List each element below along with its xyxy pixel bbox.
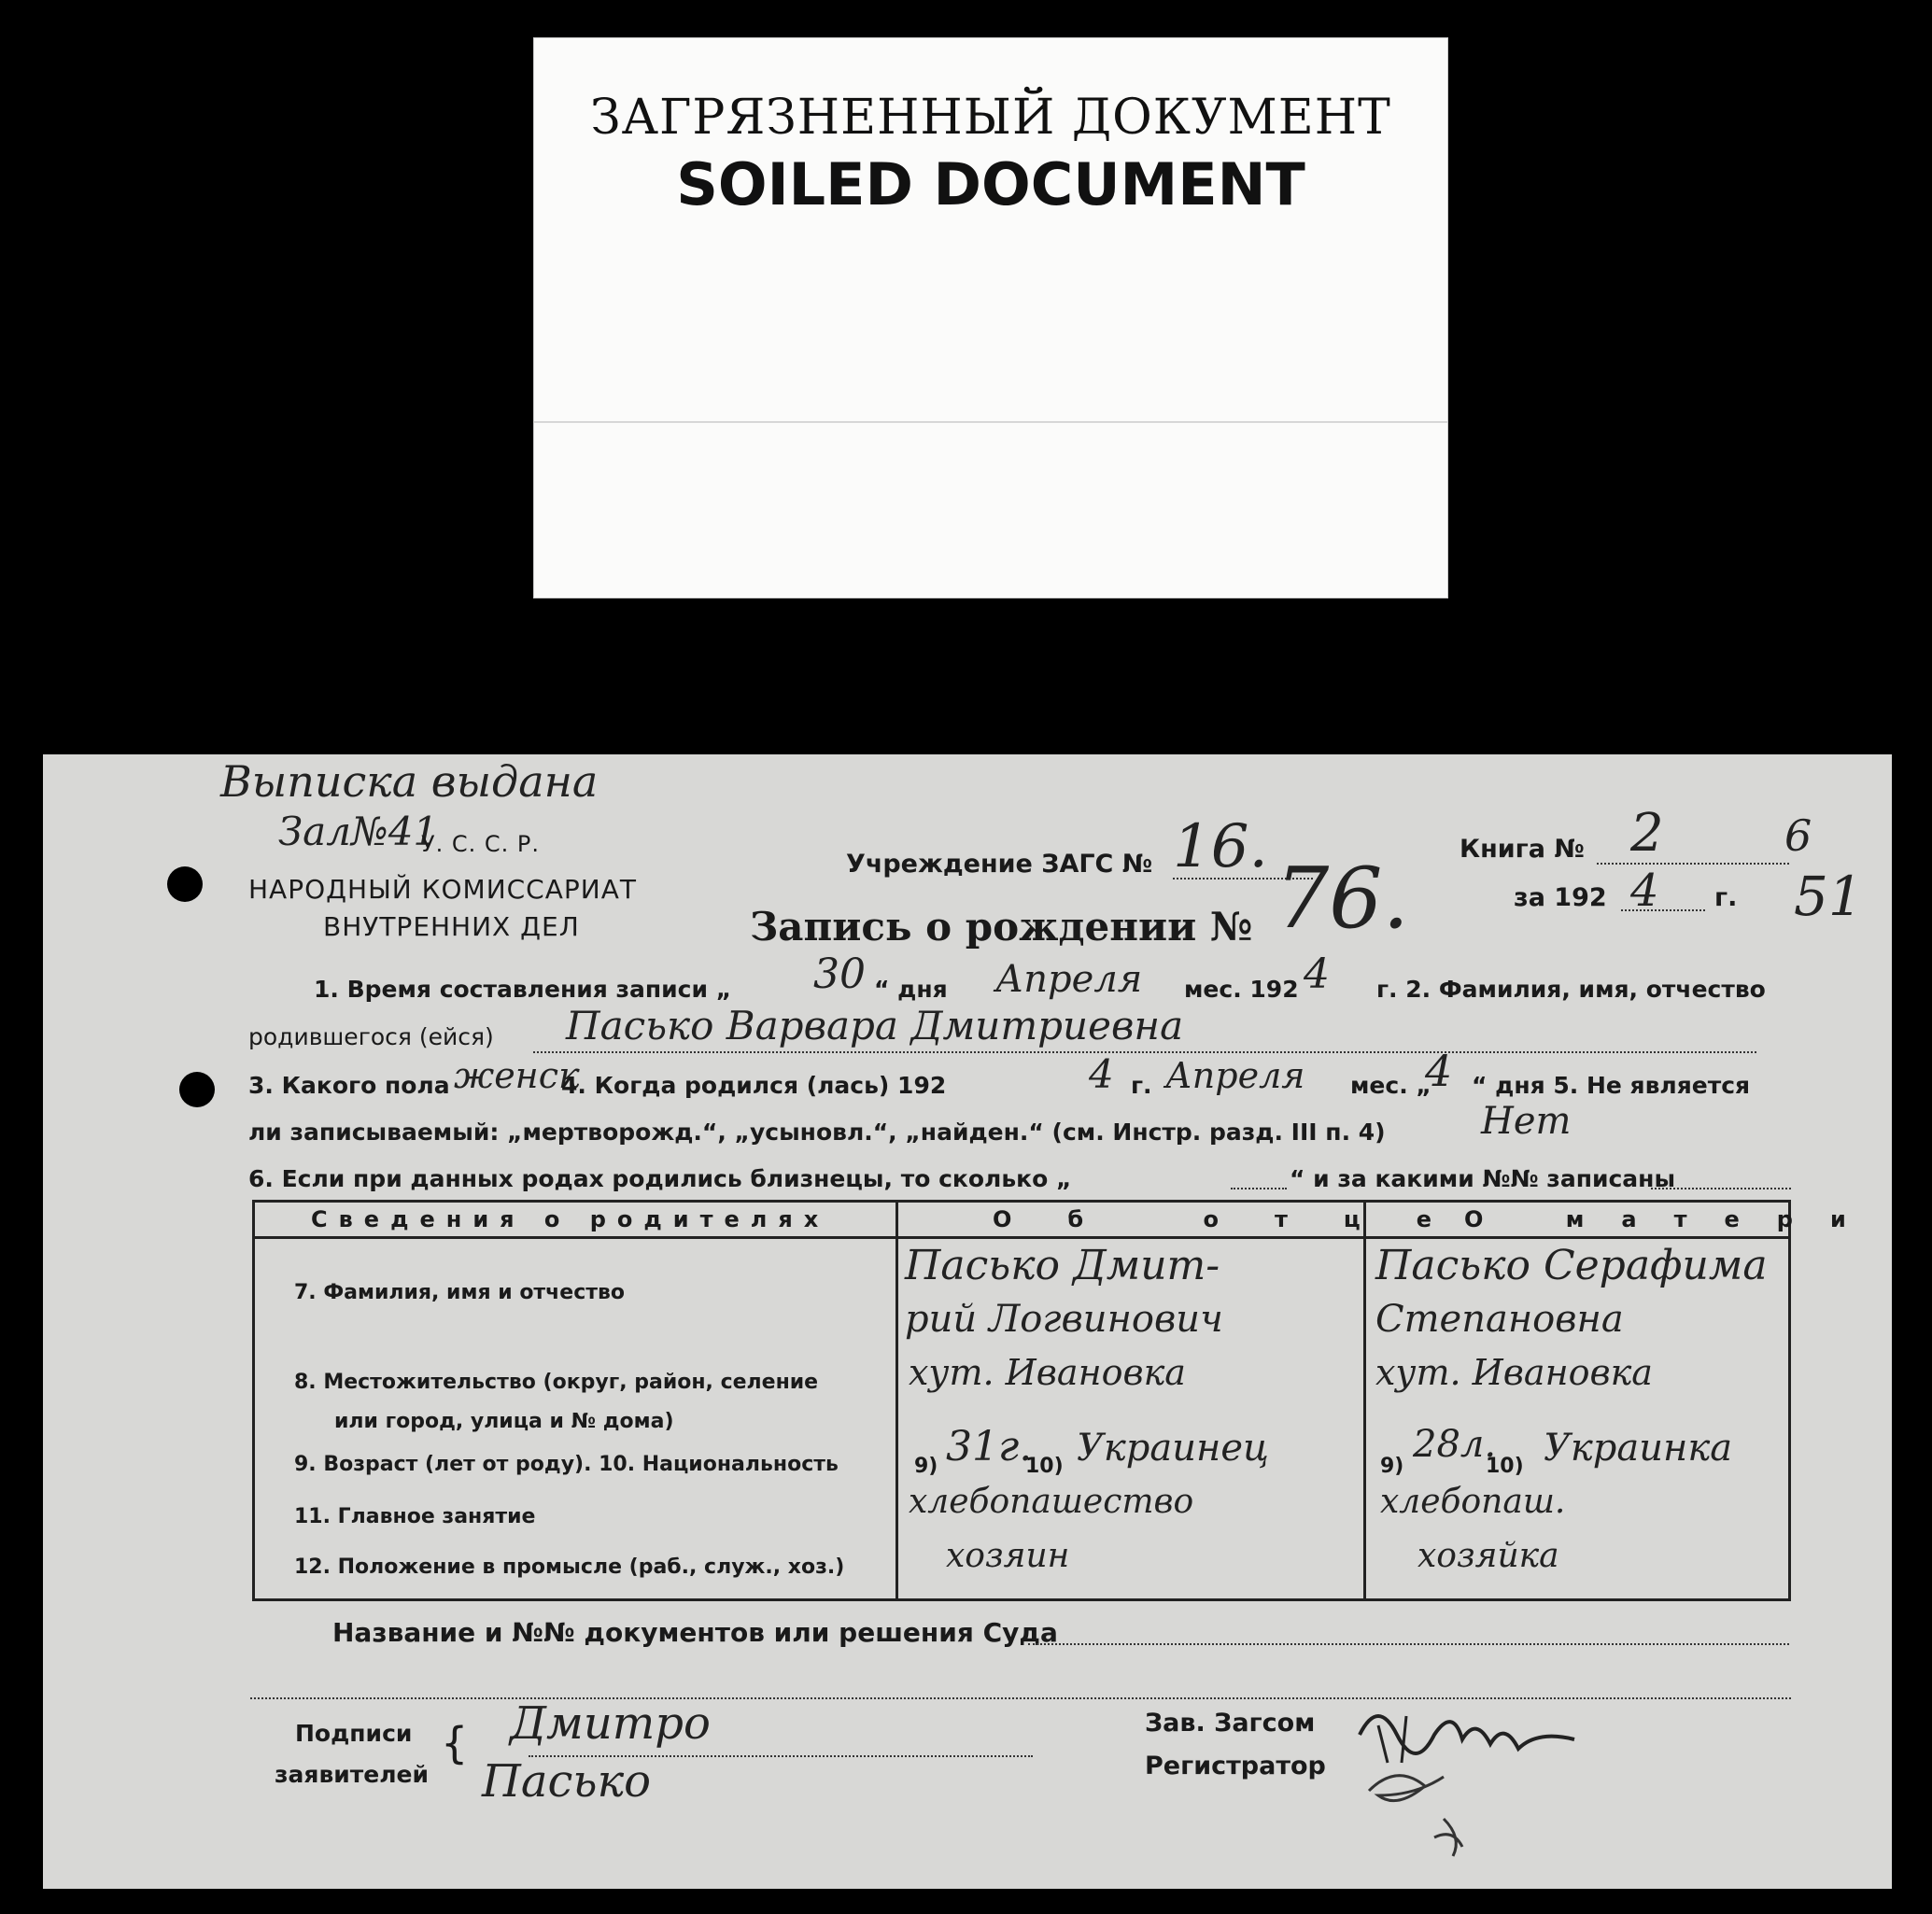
year-value: 4 — [1630, 865, 1659, 917]
birth-month: Апреля — [1165, 1055, 1305, 1096]
row-label-occupation: 11. Главное занятие — [294, 1505, 536, 1528]
dotted-line — [1621, 909, 1705, 911]
form-title: Запись о рождении № — [750, 904, 1253, 950]
mother-nationality: Украинка — [1544, 1427, 1733, 1470]
table-column-divider — [895, 1203, 898, 1598]
birth-day: 4 — [1425, 1046, 1453, 1096]
mother-occupation: хлебопаш. — [1380, 1483, 1566, 1521]
margin-number-2: 51 — [1794, 865, 1863, 928]
line1-name-label: г. 2. Фамилия, имя, отчество — [1376, 976, 1766, 1003]
zags-head-label: Зав. Загсом — [1145, 1709, 1316, 1738]
row-label-position: 12. Положение в промысле (раб., служ., хоз.) — [294, 1555, 845, 1579]
mother-position: хозяйка — [1417, 1537, 1559, 1575]
mother-name-line2: Степановна — [1375, 1298, 1624, 1341]
father-name-line2: рий Логвинович — [905, 1298, 1223, 1341]
father-occupation: хлебопашество — [909, 1483, 1194, 1521]
table-header-parents: Сведения о родителях — [311, 1206, 830, 1232]
header-country: У. С. С. Р. — [421, 831, 541, 857]
registrar-label: Регистратор — [1145, 1752, 1326, 1780]
margin-number-1: 6 — [1784, 810, 1812, 861]
table-header-father: Об отце — [993, 1206, 1488, 1232]
dotted-line — [529, 1755, 1033, 1757]
year-label-prefix: за 192 — [1514, 883, 1607, 912]
year-label-suffix: г. — [1714, 883, 1738, 912]
line1-day: 30 — [813, 950, 866, 998]
header-commissariat-1: НАРОДНЫЙ КОМИССАРИАТ — [248, 874, 637, 905]
signatures-label-1: Подписи — [295, 1720, 413, 1747]
line2-label: родившегося (ейся) — [248, 1023, 494, 1050]
parents-table — [252, 1200, 1883, 1601]
signature-brace: { — [441, 1718, 469, 1768]
book-label: Книга № — [1460, 835, 1585, 864]
row-label-age-nationality: 9. Возраст (лет от роду). 10. Национальность — [294, 1453, 839, 1476]
table-header-divider — [255, 1236, 1788, 1239]
mother-residence: хут. Ивановка — [1375, 1352, 1653, 1393]
soiled-document-target-card — [534, 38, 1447, 598]
mother-name-line1: Пасько Серафима — [1375, 1242, 1768, 1289]
header-commissariat-2: ВНУТРЕННИХ ДЕЛ — [323, 911, 580, 942]
documents-label: Название и №№ документов или решения Суда — [332, 1617, 1058, 1648]
line4-value: Нет — [1481, 1100, 1572, 1143]
mother-age-prefix: 9) — [1380, 1455, 1404, 1478]
row-label-residence-2: или город, улица и № дома) — [334, 1410, 674, 1433]
table-column-divider — [1363, 1203, 1366, 1598]
line1-month: Апреля — [995, 958, 1143, 1001]
birth-record-form — [43, 754, 1892, 1889]
registrar-signature — [1341, 1679, 1677, 1865]
father-position: хозяин — [946, 1537, 1070, 1575]
line1-day-label: “ дня — [874, 976, 948, 1003]
child-name: Пасько Варвара Дмитриевна — [566, 1003, 1184, 1048]
mother-nat-prefix: 10) — [1486, 1455, 1524, 1478]
line3-year-suffix: г. — [1131, 1072, 1152, 1099]
dotted-line — [1651, 1188, 1791, 1189]
line5-numbers-label: “ и за какими №№ записаны — [1290, 1165, 1676, 1192]
handwritten-annotation-1: Выписка выдана — [220, 756, 599, 807]
father-nat-prefix: 10) — [1025, 1455, 1064, 1478]
punch-hole — [167, 866, 203, 902]
dotted-line — [1231, 1188, 1287, 1189]
table-header-mother: О матери — [1464, 1206, 1883, 1232]
row-label-residence-1: 8. Местожительство (округ, район, селение — [294, 1371, 819, 1394]
mother-age: 28л. — [1413, 1423, 1497, 1466]
line3-month-label: мес. „ — [1350, 1072, 1431, 1099]
line5-twins-label: 6. Если при данных родах родились близнецы, то сколько „ — [248, 1165, 1072, 1192]
dotted-line — [533, 1051, 1756, 1053]
father-age: 31г. — [946, 1423, 1033, 1471]
dotted-line — [1597, 863, 1789, 865]
handwritten-annotation-2: Зал№41 — [278, 809, 439, 854]
father-residence: хут. Ивановка — [909, 1352, 1186, 1393]
target-title-en: SOILED DOCUMENT — [676, 150, 1305, 218]
line1-year: 4 — [1304, 950, 1330, 998]
line1-time-label: 1. Время составления записи „ — [314, 976, 732, 1003]
row-label-name: 7. Фамилия, имя и отчество — [294, 1281, 626, 1304]
father-age-prefix: 9) — [914, 1455, 938, 1478]
signatures-label-2: заявителей — [275, 1761, 430, 1788]
record-number: 76. — [1276, 850, 1410, 948]
target-title-ru: ЗАГРЯЗНЕННЫЙ ДОКУМЕНТ — [590, 90, 1391, 146]
line1-month-label: мес. 192 — [1184, 976, 1299, 1003]
punch-hole — [179, 1072, 215, 1107]
father-nationality: Украинец — [1077, 1427, 1269, 1470]
child-sex: женск — [454, 1055, 580, 1096]
line3-birth-label: 4. Когда родился (лась) 192 — [561, 1072, 947, 1099]
card-fold-line — [534, 421, 1447, 423]
birth-year: 4 — [1089, 1051, 1114, 1097]
line3-day-label: “ дня 5. Не является — [1472, 1072, 1751, 1099]
office-value: 16. — [1173, 812, 1268, 881]
applicant-signature-2: Пасько — [482, 1755, 652, 1808]
book-value: 2 — [1630, 803, 1664, 864]
office-label: Учреждение ЗАГС № — [846, 850, 1153, 879]
line4-label: ли записываемый: „мертворожд.“, „усыновл.“, „найден.“ (см. Инстр. разд. III п. 4) — [248, 1119, 1386, 1146]
applicant-signature-1: Дмитро — [510, 1697, 711, 1750]
father-name-line1: Пасько Дмит- — [905, 1242, 1220, 1289]
line3-sex-label: 3. Какого пола — [248, 1072, 450, 1099]
dotted-line — [1028, 1643, 1789, 1645]
